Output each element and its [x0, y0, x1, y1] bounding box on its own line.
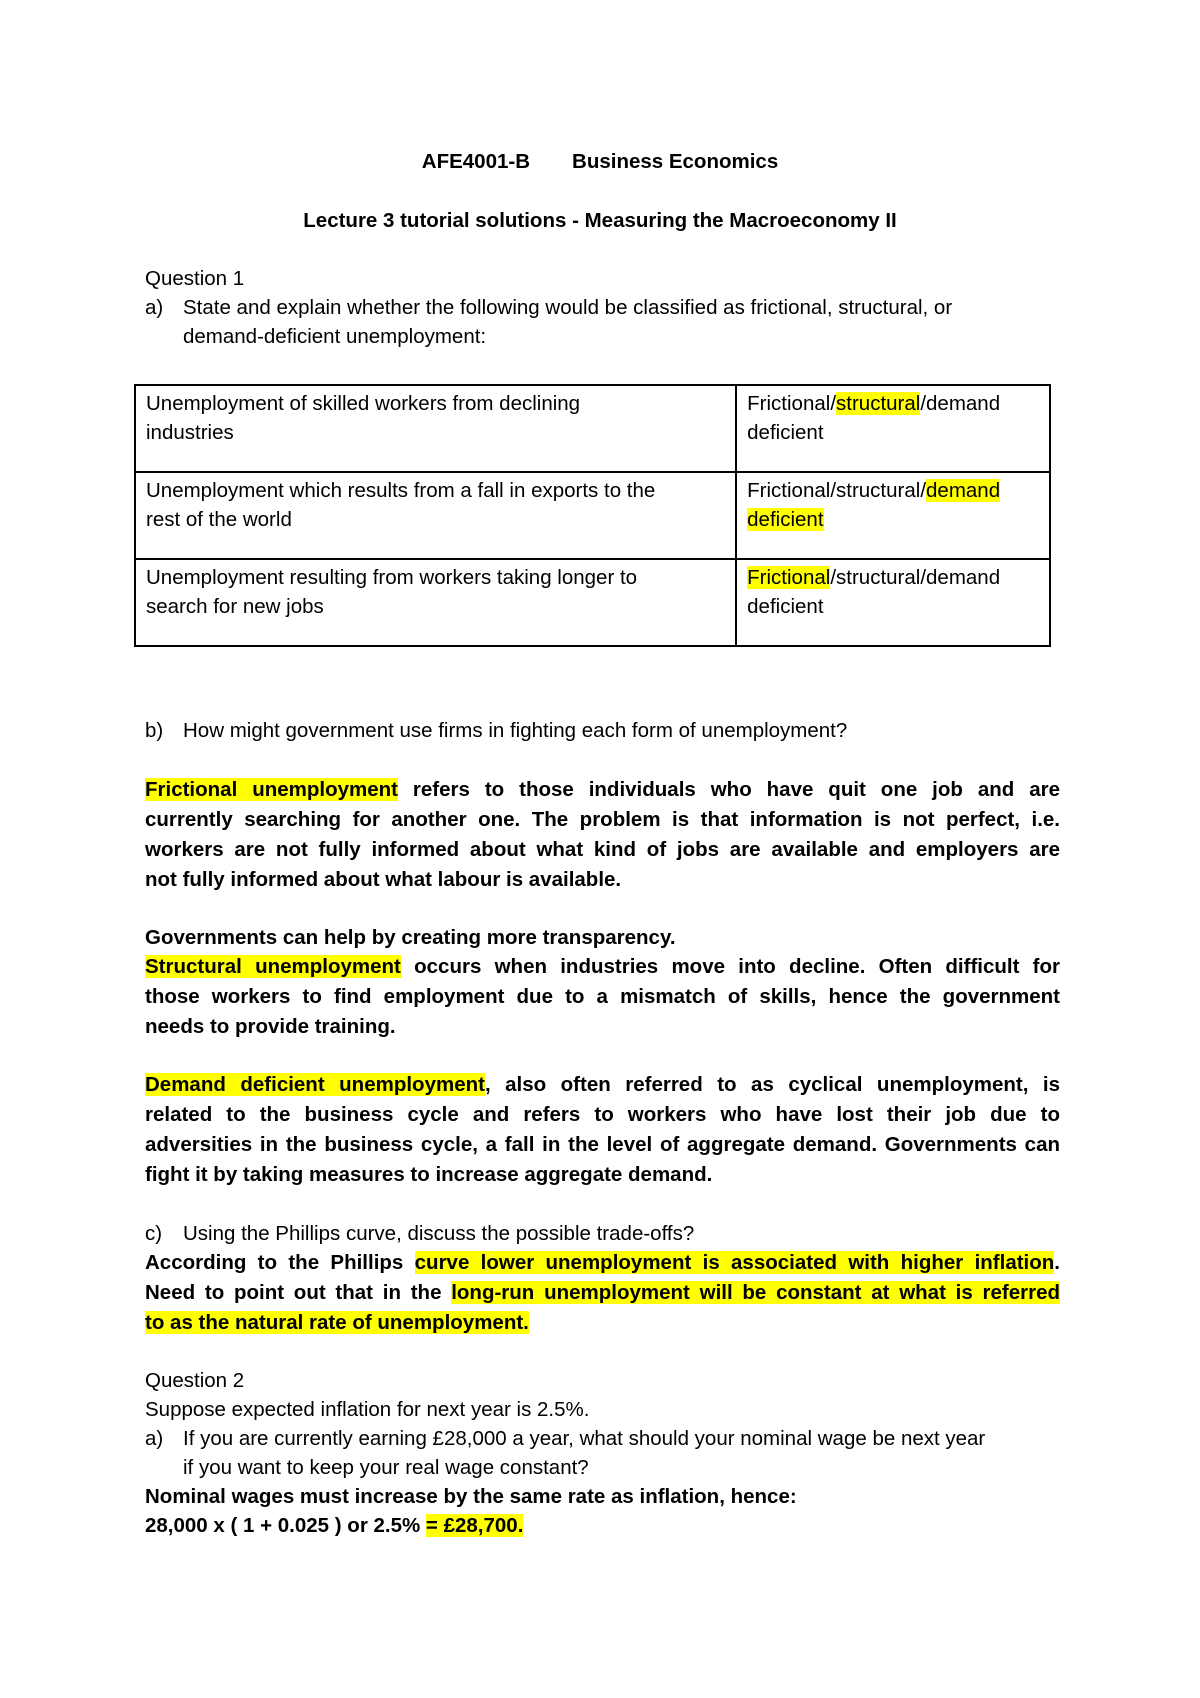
- q1-c-question: Using the Phillips curve, discuss the possible trade-offs?: [183, 1222, 695, 1245]
- transparency-line: Governments can help by creating more transparency.: [145, 926, 676, 949]
- q2-answer-line-1: Nominal wages must increase by the same rate as inflation, hence:: [145, 1485, 797, 1508]
- highlighted-answer: deficient: [747, 508, 824, 531]
- highlighted-answer: structural: [836, 392, 921, 415]
- table-cell-classification: Frictional/structural/demand deficient: [736, 559, 1050, 646]
- phillips-highlight-2: long-run unemployment will be constant at what is referred: [451, 1281, 1060, 1304]
- q2-intro: Suppose expected inflation for next year is 2.5%.: [145, 1398, 590, 1421]
- highlighted-answer: Frictional: [747, 566, 831, 589]
- phillips-highlight-3: to as the natural rate of unemployment.: [145, 1311, 529, 1334]
- structural-paragraph: Structural unemployment occurs when industries move into decline. Often difficult for those workers to find employment due to a mismatch of skills, hence the government needs to provide training.: [145, 955, 1060, 1038]
- course-name: Business Economics: [572, 150, 779, 173]
- table-cell-description: Unemployment of skilled workers from declining industries: [135, 385, 736, 472]
- phillips-highlight-1: curve lower unemployment is associated with higher inflation: [414, 1251, 1055, 1274]
- q1-b-question: How might government use firms in fighting each form of unemployment?: [183, 719, 848, 742]
- question-1-heading: Question 1: [145, 267, 245, 290]
- q2-a-line-1: If you are currently earning £28,000 a year, what should your nominal wage be next year: [183, 1427, 986, 1450]
- table-row: [135, 472, 1050, 559]
- table-cell-description: Unemployment resulting from workers taking longer to search for new jobs: [135, 559, 736, 646]
- q2-answer-highlight: = £28,700.: [425, 1514, 524, 1537]
- structural-term: Structural unemployment: [145, 955, 401, 978]
- course-title: [0, 147, 1200, 176]
- table-row: [135, 559, 1050, 646]
- frictional-paragraph: Frictional unemployment refers to those individuals who have quit one job and are currently searching for another one. The problem is that information is not perfect, i.e. workers are not fully informed about what kind of jobs are available and employers are not fully informed about what labour is available.: [145, 778, 1060, 891]
- unemployment-classification-table: [134, 384, 1051, 647]
- phillips-paragraph: According to the Phillips curve lower unemployment is associated with higher inflation. Need to point out that in the long-run unemployment will be constant at what is referred to as the natural rate of unemployment.: [145, 1251, 1060, 1334]
- table-cell-classification: Frictional/structural/demand deficient: [736, 472, 1050, 559]
- q2-a-line-2: if you want to keep your real wage constant?: [183, 1456, 589, 1479]
- question-2-heading: Question 2: [145, 1369, 245, 1392]
- q2-a-marker: a): [145, 1427, 164, 1450]
- highlighted-answer: demand: [926, 479, 1001, 502]
- lecture-subtitle: Lecture 3 tutorial solutions - Measuring the Macroeconomy II: [303, 209, 897, 232]
- q2-answer-line-2: 28,000 x ( 1 + 0.025 ) or 2.5% = £28,700.: [145, 1514, 524, 1537]
- frictional-term: Frictional unemployment: [145, 778, 398, 801]
- q1-a-marker: a): [145, 296, 164, 319]
- table-cell-classification: Frictional/structural/demand deficient: [736, 385, 1050, 472]
- table-row: [135, 385, 1050, 472]
- demand-deficient-paragraph: Demand deficient unemployment, also often referred to as cyclical unemployment, is related to the business cycle and refers to workers who have lost their job due to adversities in the business cycle, a fall in the level of aggregate demand. Governments can fight it by taking measures to increase aggregate demand.: [145, 1073, 1060, 1186]
- course-code: AFE4001-B: [421, 150, 531, 173]
- q1-a-line-1: State and explain whether the following would be classified as frictional, structural, or: [183, 296, 953, 319]
- q1-c-marker: c): [145, 1222, 163, 1245]
- q1-b-marker: b): [145, 719, 164, 742]
- q1-a-line-2: demand-deficient unemployment:: [183, 325, 487, 348]
- table-cell-description: Unemployment which results from a fall in exports to the rest of the world: [135, 472, 736, 559]
- demand-deficient-term: Demand deficient unemployment: [145, 1073, 485, 1096]
